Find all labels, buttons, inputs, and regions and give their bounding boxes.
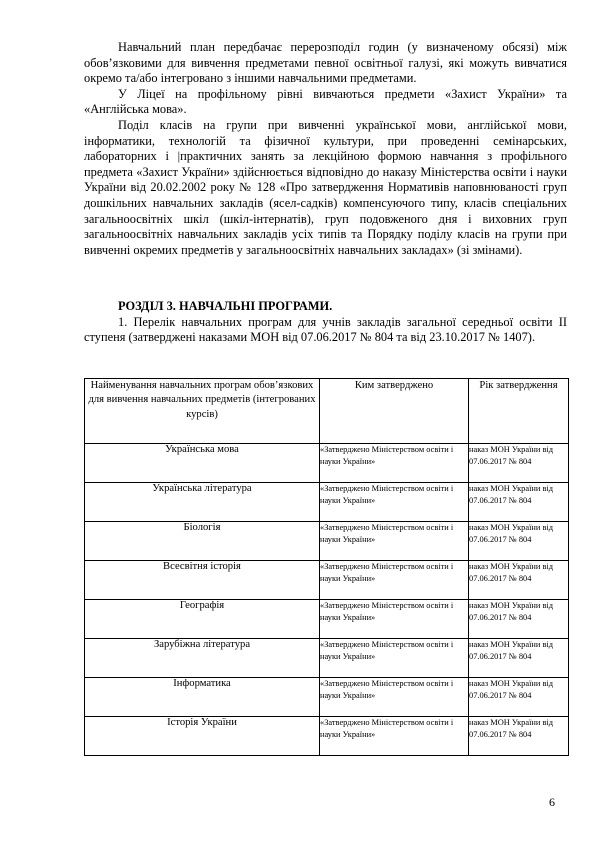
- cell-subject: Українська мова: [85, 444, 320, 483]
- cell-year: наказ МОН України від 07.06.2017 № 804: [469, 639, 569, 678]
- paragraph-class-division: Поділ класів на групи при вивченні української мови, англійської мови, інформатики, технологій та фізичної культури, при проведенні семінарських, лабораторних і |практичних занять за лекційною формою навчання з профільного предмета «Захист України» здійснюється відповідно до наказу Міністерства освіти і науки України від 20.02.2002 року № 128 «Про затвердження Нормативів наповнюваності груп дошкільних навчальних закладів (ясел-садків) компенсуючого типу, класів спеціальних загальноосвітніх шкіл (шкіл-інтернатів), груп подовженого дня і виховних груп загальноосвітніх навчальних закладів усіх типів та Порядку поділу класів на групи при вивченні окремих предметів у загальноосвітніх навчальних закладах» (зі змінами).: [84, 117, 567, 257]
- cell-approved-by: «Затверджено Міністерством освіти і науки України»: [320, 600, 469, 639]
- table-row: [85, 522, 569, 561]
- table-row: [85, 600, 569, 639]
- paragraph-profile-subjects: У Ліцеї на профільному рівні вивчаються предмети «Захист України» та «Англійська мова».: [84, 86, 567, 117]
- table-row: [85, 444, 569, 483]
- header-year: Рік затвердження: [469, 379, 569, 444]
- cell-approved-by: «Затверджено Міністерством освіти і науки України»: [320, 483, 469, 522]
- cell-year: наказ МОН України від 07.06.2017 № 804: [469, 600, 569, 639]
- cell-year: наказ МОН України від 07.06.2017 № 804: [469, 483, 569, 522]
- cell-approved-by: «Затверджено Міністерством освіти і науки України»: [320, 561, 469, 600]
- cell-approved-by: «Затверджено Міністерством освіти і науки України»: [320, 444, 469, 483]
- cell-year: наказ МОН України від 07.06.2017 № 804: [469, 522, 569, 561]
- cell-subject: Зарубіжна література: [85, 639, 320, 678]
- table-body: [85, 444, 569, 756]
- cell-year: наказ МОН України від 07.06.2017 № 804: [469, 444, 569, 483]
- table-row: [85, 717, 569, 756]
- section-heading: РОЗДІЛ 3. НАВЧАЛЬНІ ПРОГРАМИ.: [118, 299, 333, 313]
- cell-approved-by: «Затверджено Міністерством освіти і науки України»: [320, 639, 469, 678]
- cell-subject: Біологія: [85, 522, 320, 561]
- table-row: [85, 483, 569, 522]
- cell-subject: Географія: [85, 600, 320, 639]
- paragraph-curriculum: Навчальний план передбачає перерозподіл годин (у визначеному обсязі) між обов’язковими для вивчення предметами певної освітньої галузі, які можуть вивчатися окремо та/або інтегровано з іншими навчальними предметами.: [84, 40, 567, 86]
- programs-table: [84, 378, 569, 756]
- table-row: [85, 678, 569, 717]
- header-approved-by: Ким затверджено: [320, 379, 469, 444]
- page-number: 6: [549, 795, 555, 809]
- cell-approved-by: «Затверджено Міністерством освіти і науки України»: [320, 717, 469, 756]
- table-row: [85, 561, 569, 600]
- cell-year: наказ МОН України від 07.06.2017 № 804: [469, 717, 569, 756]
- cell-year: наказ МОН України від 07.06.2017 № 804: [469, 561, 569, 600]
- section-3: [84, 299, 567, 346]
- section-intro: 1. Перелік навчальних програм для учнів закладів загальної середньої освіти ІІ ступеня (затверджені наказами МОН від 07.06.2017 № 804 та від 23.10.2017 № 1407).: [84, 314, 567, 345]
- cell-subject: Історія України: [85, 717, 320, 756]
- cell-approved-by: «Затверджено Міністерством освіти і науки України»: [320, 522, 469, 561]
- cell-subject: Українська література: [85, 483, 320, 522]
- table-row: [85, 639, 569, 678]
- table-header-row: [85, 379, 569, 444]
- body-text: [84, 40, 567, 258]
- cell-subject: Всесвітня історія: [85, 561, 320, 600]
- cell-approved-by: «Затверджено Міністерством освіти і науки України»: [320, 678, 469, 717]
- header-subject: Найменування навчальних програм обов’язкових для вивчення навчальних предметів (інтегрованих курсів): [85, 379, 320, 444]
- cell-subject: Інформатика: [85, 678, 320, 717]
- cell-year: наказ МОН України від 07.06.2017 № 804: [469, 678, 569, 717]
